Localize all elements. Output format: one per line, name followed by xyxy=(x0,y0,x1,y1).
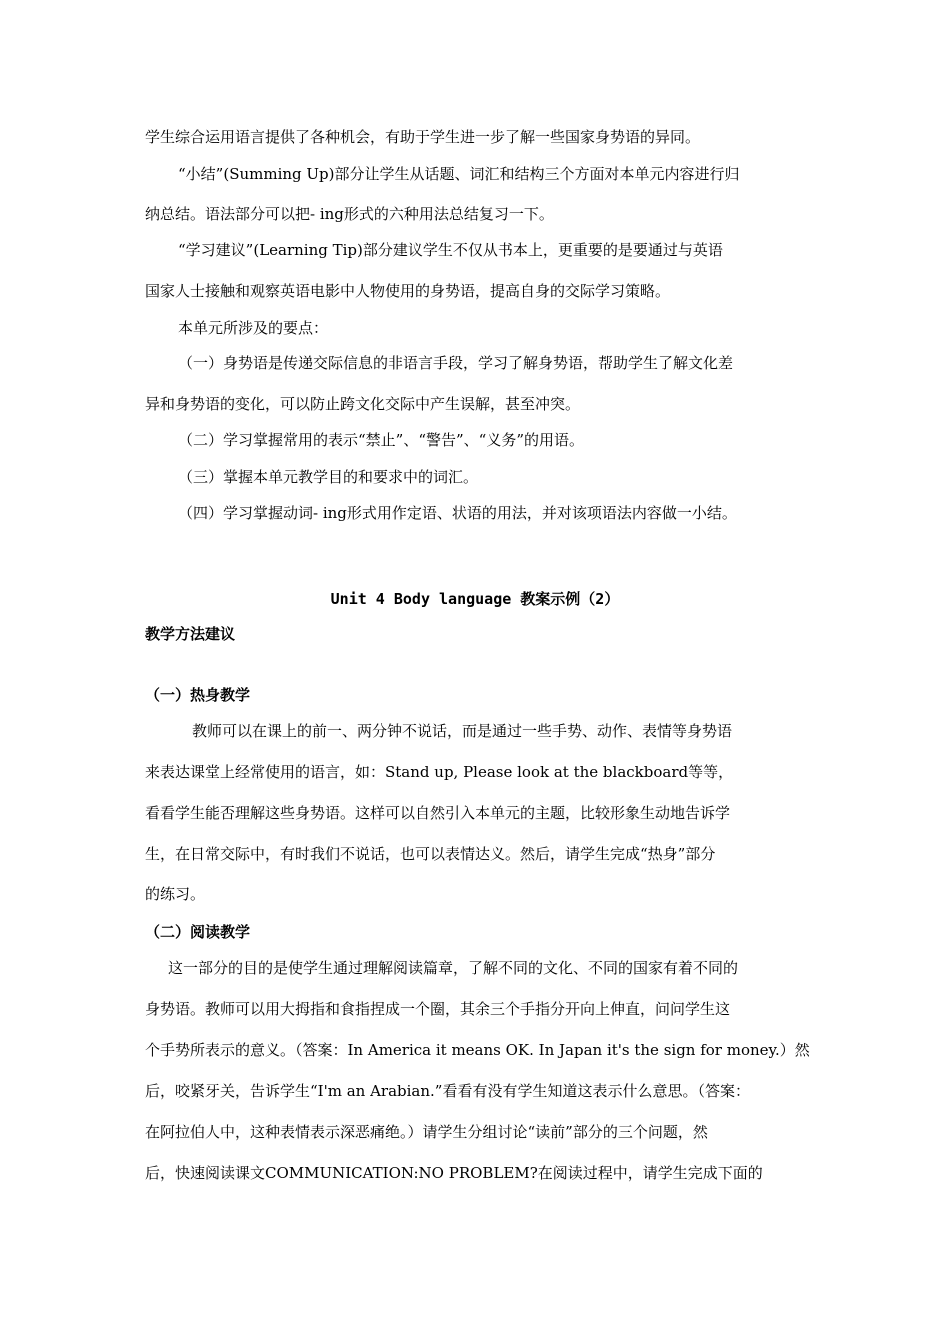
paragraph-line: （一）身势语是传递交际信息的非语言手段，学习了解身势语，帮助学生了解文化差 xyxy=(178,354,734,372)
paragraph-line: 个手势所表示的意义。（答案：In America it means OK. In Japan it's the sign for money.）然 xyxy=(145,1041,810,1059)
paragraph-line: 在阿拉伯人中，这种表情表示深恶痛绝。）请学生分组讨论“读前”部分的三个问题，然 xyxy=(145,1123,708,1141)
subsection-heading: （二）阅读教学 xyxy=(145,923,251,941)
paragraph-line: “小结”(Summing Up)部分让学生从话题、词汇和结构三个方面对本单元内容进行归 xyxy=(178,165,740,183)
paragraph-line: 本单元所涉及的要点： xyxy=(178,319,329,337)
paragraph-line: 来表达课堂上经常使用的语言，如：Stand up, Please look at the blackboard等等， xyxy=(145,763,734,781)
document-title: Unit 4 Body language 教案示例（2） xyxy=(330,590,620,608)
subsection-heading: （一）热身教学 xyxy=(145,686,251,704)
paragraph-line: （四）学习掌握动词- ing形式用作定语、状语的用法，并对该项语法内容做一小结。 xyxy=(178,504,737,522)
paragraph-line: 后，咬紧牙关，告诉学生“I'm an Arabian.”看看有没有学生知道这表示什么意思。（答案： xyxy=(145,1082,750,1100)
paragraph-line: “学习建议”(Learning Tip)部分建议学生不仅从书本上，更重要的是要通过与英语 xyxy=(178,241,723,259)
paragraph-line: （二）学习掌握常用的表示“禁止”、“警告”、“义务”的用语。 xyxy=(178,431,585,449)
paragraph-line: 生，在日常交际中，有时我们不说话，也可以表情达义。然后，请学生完成“热身”部分 xyxy=(145,845,716,863)
paragraph-line: 的练习。 xyxy=(145,885,206,903)
paragraph-line: 异和身势语的变化，可以防止跨文化交际中产生误解，甚至冲突。 xyxy=(145,395,581,413)
paragraph-line: 学生综合运用语言提供了各种机会，有助于学生进一步了解一些国家身势语的异同。 xyxy=(145,128,701,146)
paragraph-line: 看看学生能否理解这些身势语。这样可以自然引入本单元的主题，比较形象生动地告诉学 xyxy=(145,804,731,822)
paragraph-line: 纳总结。语法部分可以把- ing形式的六种用法总结复习一下。 xyxy=(145,205,554,223)
paragraph-line: 后，快速阅读课文COMMUNICATION:NO PROBLEM?在阅读过程中，请学生完成下面的 xyxy=(145,1164,763,1182)
paragraph-line: 身势语。教师可以用大拇指和食指捏成一个圈，其余三个手指分开向上伸直，问问学生这 xyxy=(145,1000,731,1018)
paragraph-line: （三）掌握本单元教学目的和要求中的词汇。 xyxy=(178,468,479,486)
paragraph-line: 教师可以在课上的前一、两分钟不说话，而是通过一些手势、动作、表情等身势语 xyxy=(192,722,733,740)
paragraph-line: 这一部分的目的是使学生通过理解阅读篇章，了解不同的文化、不同的国家有着不同的 xyxy=(168,959,739,977)
section-heading: 教学方法建议 xyxy=(145,625,236,643)
paragraph-line: 国家人士接触和观察英语电影中人物使用的身势语，提高自身的交际学习策略。 xyxy=(145,282,671,300)
